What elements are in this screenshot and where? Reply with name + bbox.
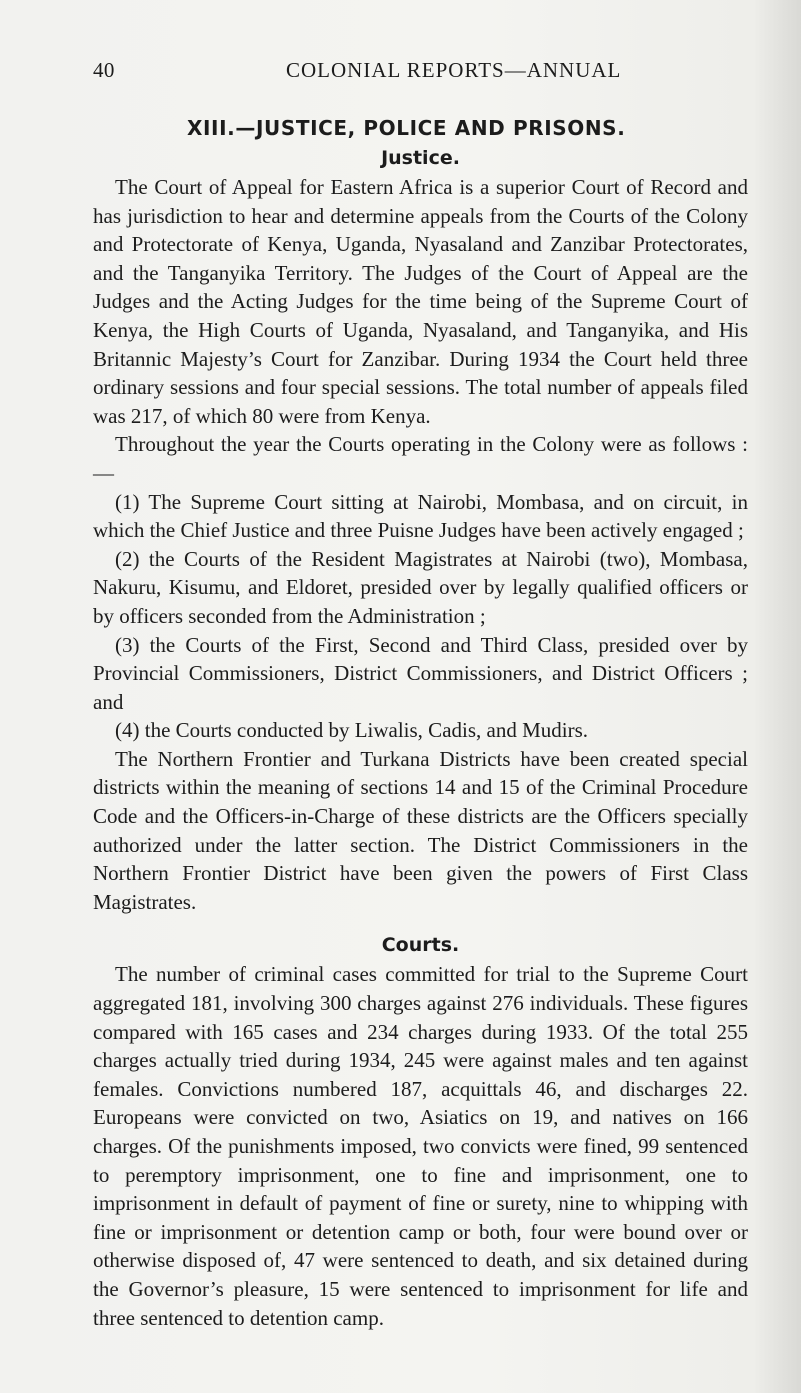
running-header-title: COLONIAL REPORTS—ANNUAL: [286, 58, 622, 82]
courts-heading: Courts.: [381, 934, 460, 957]
court-list-item-1: (1) The Supreme Court sitting at Nairobi, Mombasa, and on circuit, in which the Chief Justice and three Puisne Judges have been actively engaged ;: [93, 489, 748, 543]
section-title: XIII.—JUSTICE, POLICE AND PRISONS.: [187, 116, 626, 140]
court-list-item-4: (4) the Courts conducted by Liwalis, Cadis, and Mudirs.: [115, 718, 589, 743]
justice-paragraph-2: Throughout the year the Courts operating in the Colony were as follows :—: [93, 432, 748, 485]
running-header: [93, 58, 713, 84]
page-number: 40: [93, 58, 115, 82]
court-list-item-2: (2) the Courts of the Resident Magistrates at Nairobi (two), Mombasa, Nakuru, Kisumu, and Eldoret, presided over by legally qualified officers or by officers seconded from the Administration ;: [93, 546, 748, 628]
justice-heading: Justice.: [381, 147, 460, 169]
page-content: [93, 113, 748, 1332]
justice-paragraph-3: The Northern Frontier and Turkana Districts have been created special districts within the meaning of sections 14 and 15 of the Criminal Procedure Code and the Officers-in-Charge of these districts are the Officers specially authorized under the latter section. The District Commissioners in the Northern Frontier District have been given the powers of First Class Magistrates.: [93, 746, 748, 914]
courts-paragraph-1: The number of criminal cases committed for trial to the Supreme Court aggregated 181, involving 300 charges against 276 individuals. These figures compared with 165 cases and 234 charges during 1933. Of the total 255 charges actually tried during 1934, 245 were against males and ten against females. Convictions numbered 187, acquittals 46, and discharges 22. Europeans were convicted on two, Asiatics on 19, and natives on 166 charges. Of the punishments imposed, two convicts were fined, 99 sentenced to peremptory imprisonment, one to fine and imprisonment, one to imprisonment in default of payment of fine or surety, nine to whipping with fine or imprisonment or detention camp or both, four were bound over or otherwise disposed of, 47 were sentenced to death, and six detained during the Governor’s pleasure, 15 were sentenced to imprisonment for life and three sentenced to detention camp.: [93, 962, 748, 1330]
court-list-item-3: (3) the Courts of the First, Second and Third Class, presided over by Provincial Commissioners, District Commissioners, and District Officers ; and: [93, 632, 748, 714]
justice-paragraph-1: The Court of Appeal for Eastern Africa is a superior Court of Record and has jurisdiction to hear and determine appeals from the Courts of the Colony and Protectorate of Kenya, Uganda, Nyasaland and Zanzibar Protectorates, and the Tanganyika Territory. The Judges of the Court of Appeal are the Judges and the Acting Judges for the time being of the Supreme Court of Kenya, the High Courts of Uganda, Nyasaland, and Tanganyika, and His Britannic Majesty’s Court for Zanzibar. During 1934 the Court held three ordinary sessions and four special sessions. The total number of appeals filed was 217, of which 80 were from Kenya.: [93, 175, 748, 428]
